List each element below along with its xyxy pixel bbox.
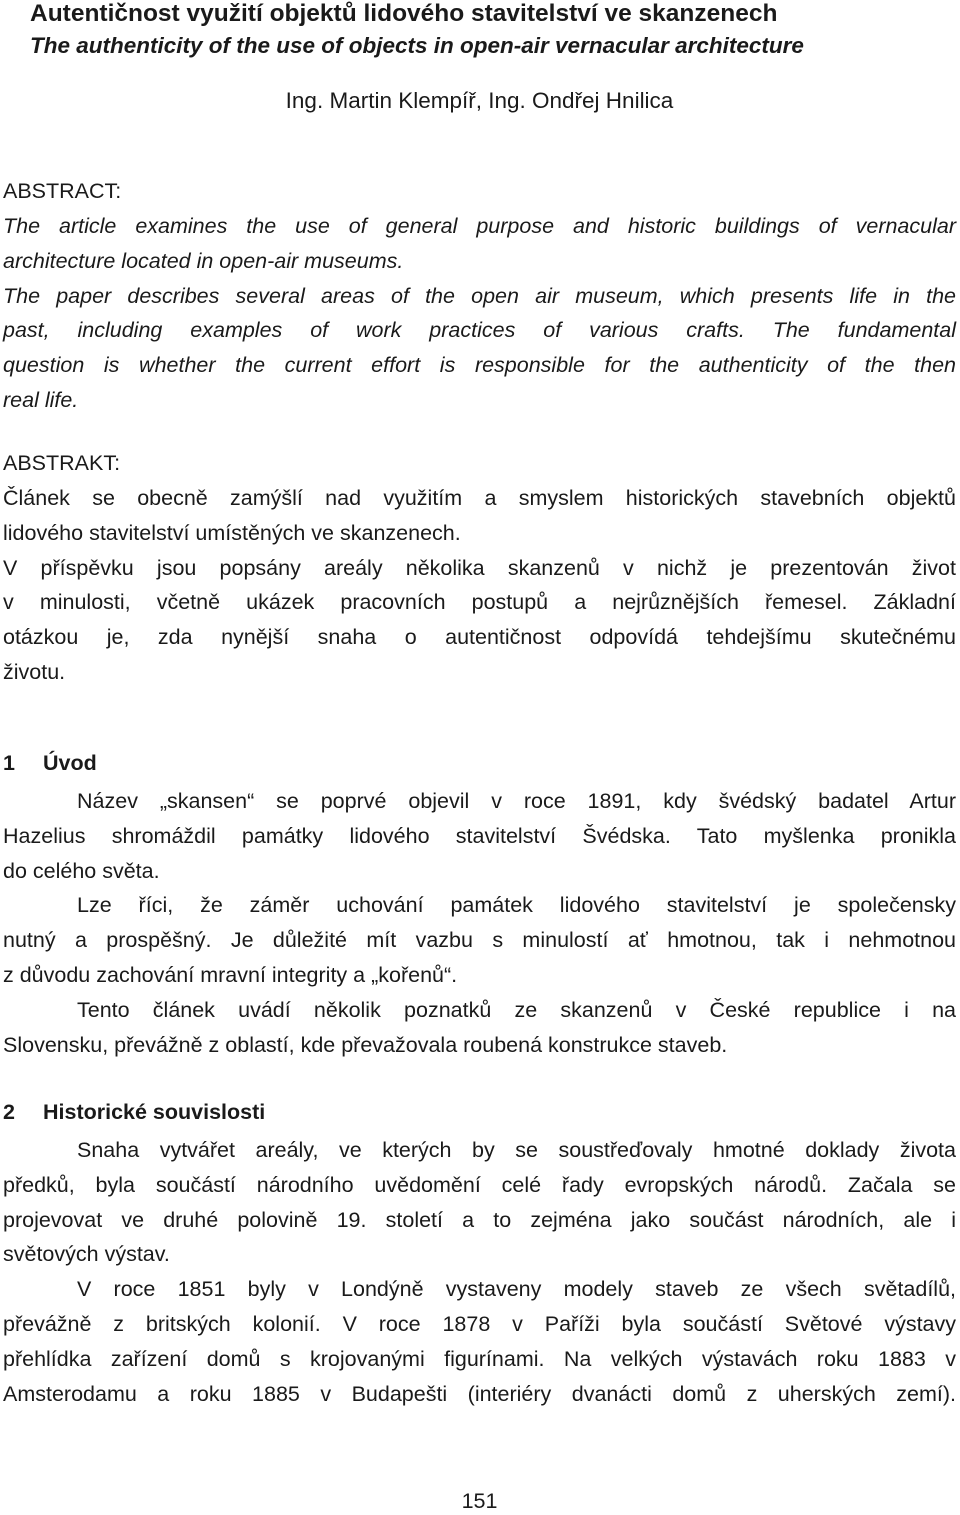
page-number: 151 — [461, 1489, 498, 1513]
text-line: přehlídka zařízení domů s krojovanými figurínami. Na velkých výstavách roku 1883 v — [3, 1346, 956, 1371]
text-line: nutný a prospěšný. Je důležité mít vazbu s minulostí ať hmotnou, tak i nehmotnou — [3, 928, 956, 953]
section-title: Úvod — [43, 751, 97, 775]
text-line: životu. — [3, 659, 66, 684]
text-line: past, including examples of work practices of various crafts. The fundamental — [3, 318, 956, 343]
text-line: otázkou je, zda nynější snaha o autentičnost odpovídá tehdejšímu skutečnému — [3, 625, 956, 650]
authors: Ing. Martin Klempíř, Ing. Ondřej Hnilica — [285, 88, 674, 113]
text-line: světových výstav. — [3, 1242, 170, 1267]
text-line: v minulosti, včetně ukázek pracovních postupů a nejrůznějších řemesel. Základní — [3, 590, 956, 615]
text-line: projevovat ve druhé polovině 19. století a to zejména jako součást národních, ale i — [3, 1207, 956, 1232]
section-2-body — [3, 1133, 956, 1411]
section-heading-1 — [3, 751, 97, 776]
section-heading-2 — [3, 1100, 265, 1125]
section-number: 1 — [3, 751, 15, 775]
text-line: V příspěvku jsou popsány areály několika skanzenů v nichž je prezentován život — [3, 555, 956, 580]
abstract-english — [3, 174, 956, 418]
title-english: The authenticity of the use of objects in open-air vernacular architecture — [30, 33, 804, 58]
text-line: převážně z britských kolonií. V roce 1878 v Paříži byla součástí Světové výstavy — [3, 1311, 956, 1336]
abstract-english-text — [3, 209, 956, 418]
text-line: real life. — [3, 387, 79, 412]
text-line: architecture located in open-air museums. — [3, 248, 404, 273]
section-2-text — [3, 1133, 956, 1411]
text-line: V roce 1851 byly v Londýně vystaveny modely staveb ze všech světadílů, — [77, 1277, 956, 1302]
title-czech: Autentičnost využití objektů lidového stavitelství ve skanzenech — [30, 0, 778, 27]
abstract-czech-text — [3, 481, 956, 690]
text-line: Hazelius shromáždil památky lidového stavitelství Švédska. Tato myšlenka pronikla — [3, 823, 956, 848]
section-1-body — [3, 784, 956, 1062]
text-line: lidového stavitelství umístěných ve skanzenech. — [3, 520, 461, 545]
text-line: The paper describes several areas of the open air museum, which presents life in the — [3, 283, 956, 308]
section-title: Historické souvislosti — [43, 1100, 266, 1124]
text-line: předků, byla součástí národního uvědomění celé řady evropských národů. Začala se — [3, 1172, 956, 1197]
text-line: Lze říci, že záměr uchování památek lidového stavitelství je společensky — [77, 893, 956, 918]
text-line: Slovensku, převážně z oblastí, kde převažovala roubená konstrukce staveb. — [3, 1032, 728, 1057]
section-number: 2 — [3, 1100, 15, 1124]
abstract-label: ABSTRACT: — [3, 179, 122, 203]
text-line: The article examines the use of general purpose and historic buildings of vernacular — [3, 214, 956, 238]
text-line: z důvodu zachování mravní integrity a „kořenů“. — [3, 962, 458, 987]
abstract-czech — [3, 446, 956, 690]
text-line: Snaha vytvářet areály, ve kterých by se soustřeďovaly hmotné doklady života — [77, 1138, 956, 1162]
text-line: Článek se obecně zamýšlí nad využitím a smyslem historických stavebních objektů — [3, 486, 956, 510]
section-1-text — [3, 784, 956, 1062]
abstrakt-label: ABSTRAKT: — [3, 451, 121, 475]
text-line: Název „skansen“ se poprvé objevil v roce 1891, kdy švédský badatel Artur — [77, 789, 956, 813]
text-line: question is whether the current effort is responsible for the authenticity of the then — [3, 353, 956, 378]
text-line: Amsterodamu a roku 1885 v Budapešti (interiéry dvanácti domů z uherských zemí). — [3, 1381, 956, 1406]
text-line: Tento článek uvádí několik poznatků ze skanzenů v České republice i na — [77, 997, 956, 1022]
text-line: do celého světa. — [3, 858, 160, 883]
